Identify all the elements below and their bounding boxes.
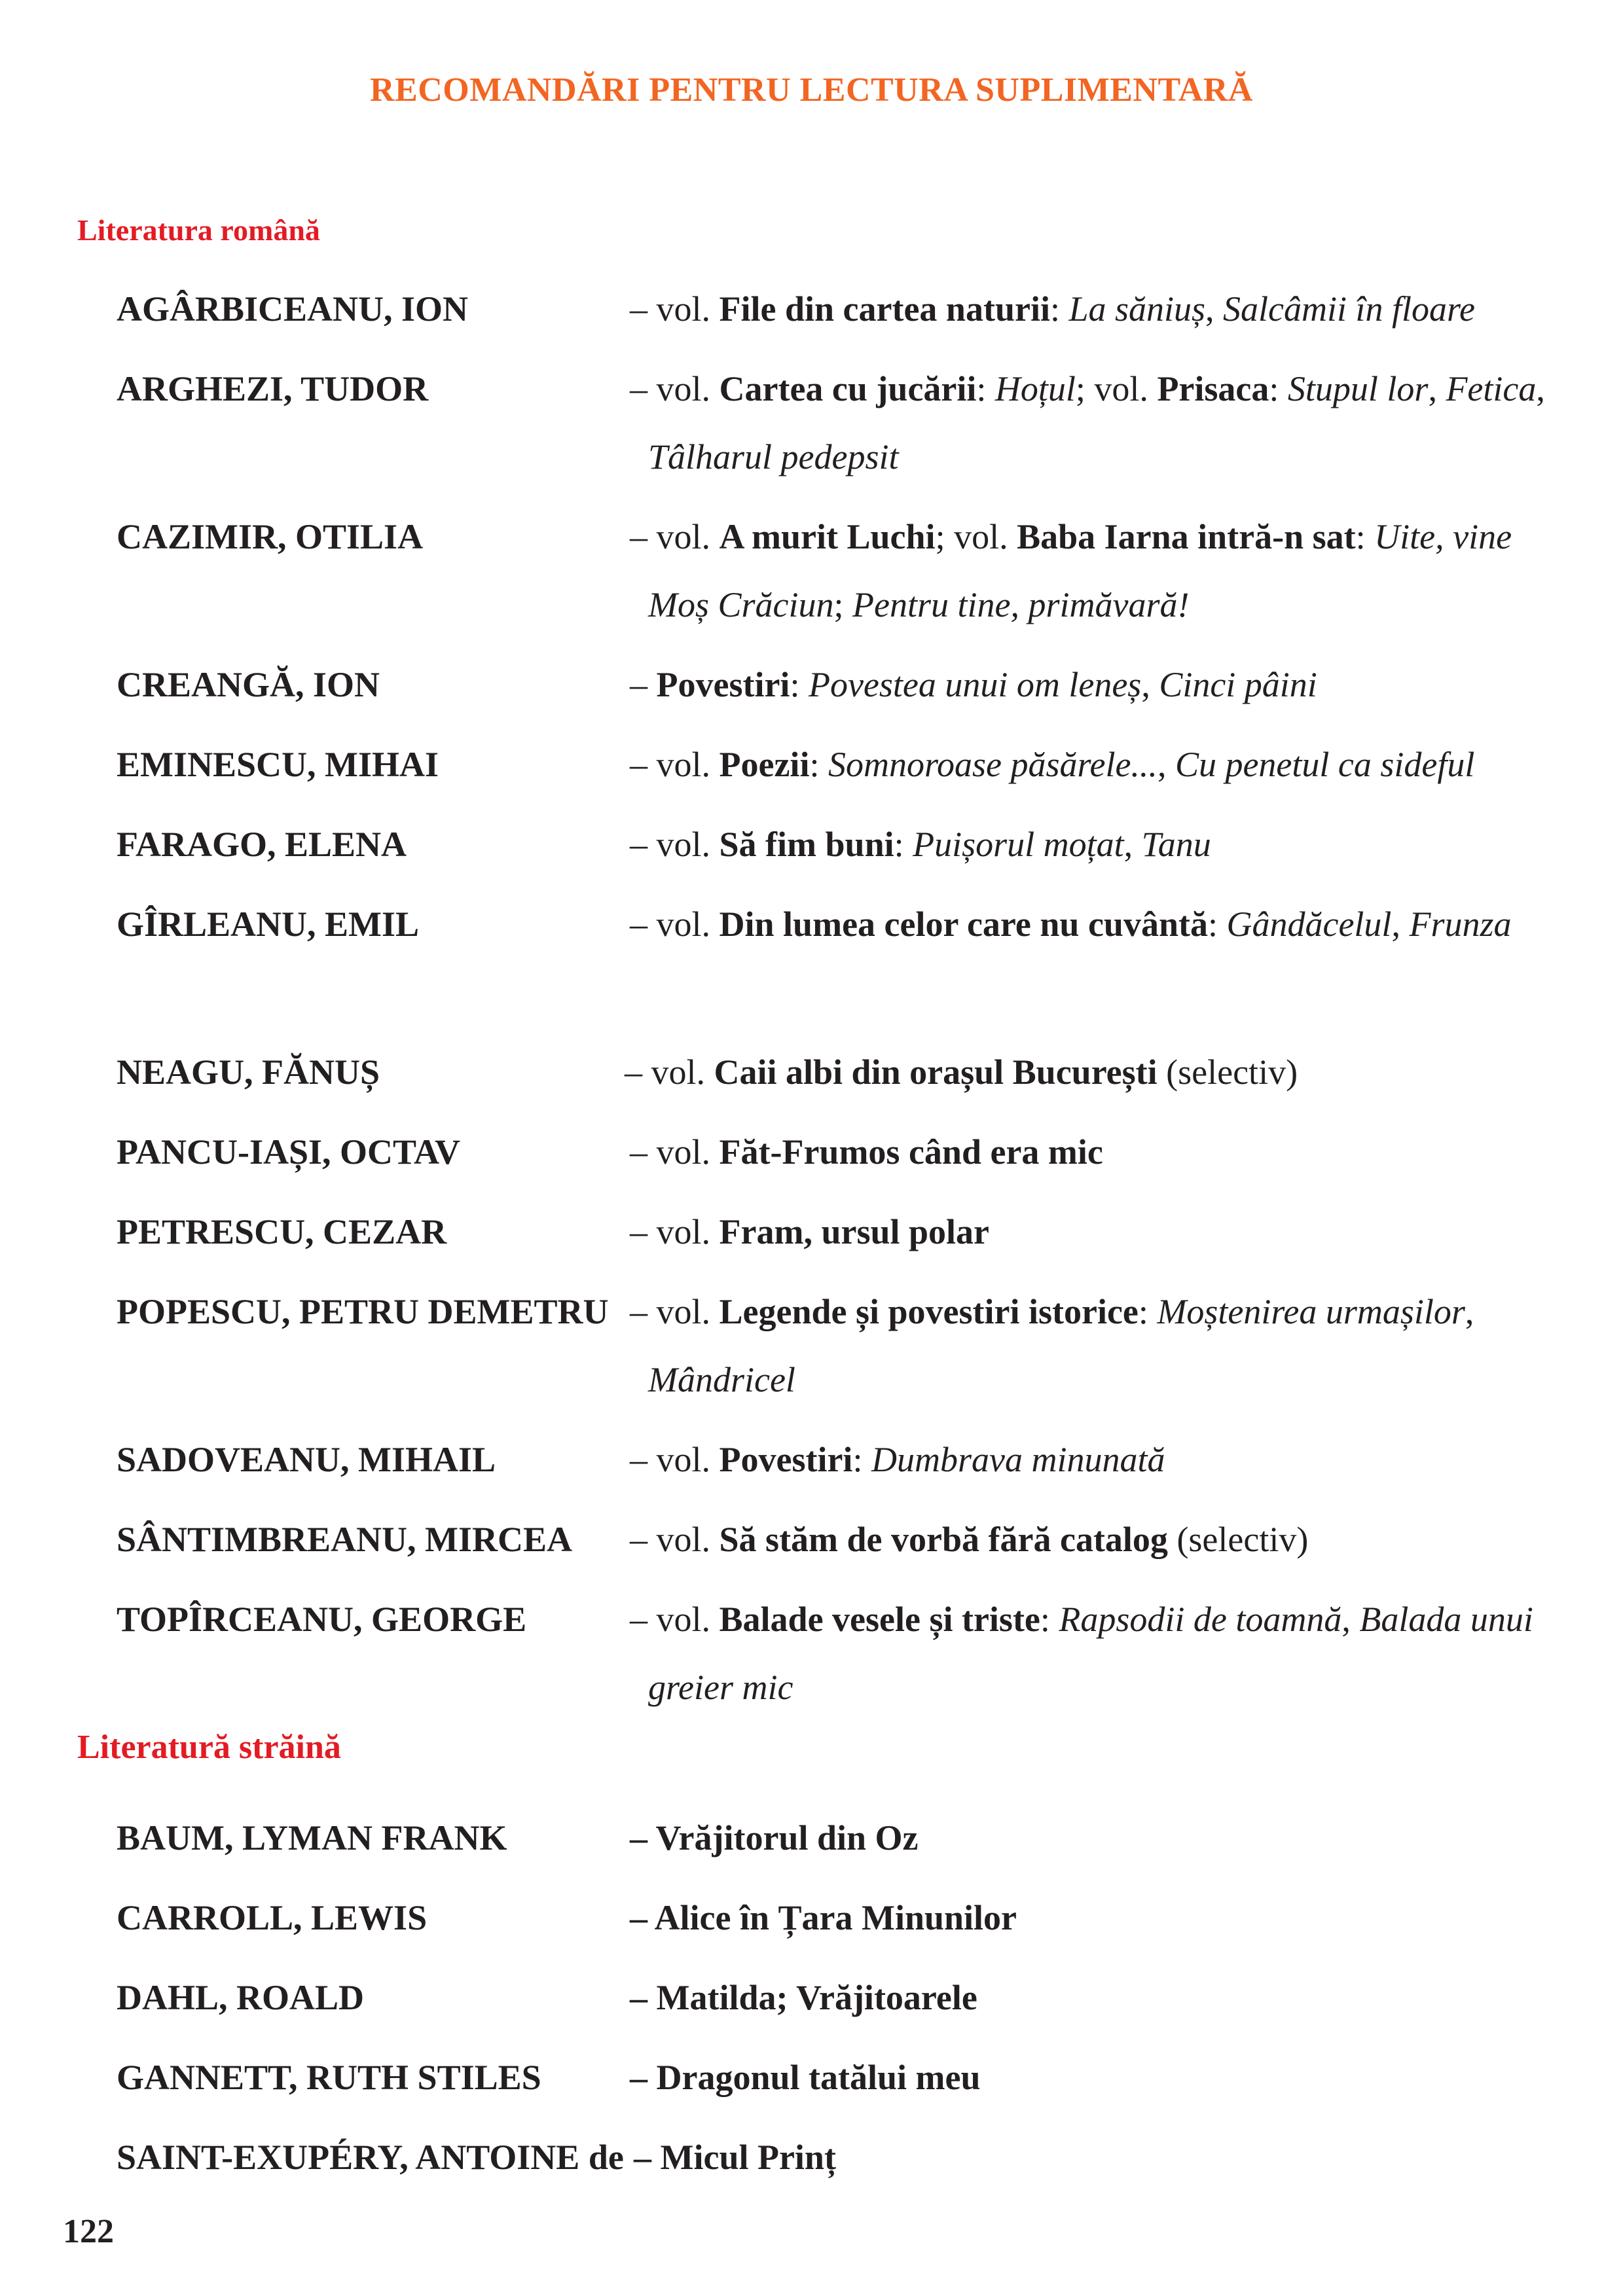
work-titles: – Alice în Țara Minunilor (630, 1898, 1017, 1937)
author-name: CREANGĂ, ION (117, 665, 380, 704)
author-name: SAINT-EXUPÉRY, ANTOINE de (117, 2138, 624, 2177)
author-name: CARROLL, LEWIS (117, 1898, 428, 1937)
author-name: AGÂRBICEANU, ION (117, 289, 469, 329)
author-name: EMINESCU, MIHAI (117, 745, 439, 784)
author-name: BAUM, LYMAN FRANK (117, 1818, 507, 1857)
section-title-romana: Literatura română (77, 213, 320, 247)
work-titles: – vol. Fram, ursul polar (630, 1212, 990, 1251)
work-titles: – vol. Poezii: Somnoroase păsărele..., Cu penetul ca sideful (630, 745, 1475, 784)
author-name: PETRESCU, CEZAR (117, 1212, 447, 1251)
author-name: NEAGU, FĂNUȘ (117, 1052, 380, 1092)
author-name: SÂNTIMBREANU, MIRCEA (117, 1520, 573, 1559)
work-titles: – vol. Caii albi din orașul București (selectiv) (625, 1052, 1298, 1092)
author-name: TOPÎRCEANU, GEORGE (117, 1600, 527, 1639)
author-name: GANNETT, RUTH STILES (117, 2058, 541, 2097)
work-titles: – Vrăjitorul din Oz (630, 1818, 919, 1857)
page-title: RECOMANDĂRI PENTRU LECTURA SUPLIMENTARĂ (370, 71, 1253, 109)
work-titles: – vol. Să fim buni: Puișorul moțat, Tanu (630, 825, 1211, 864)
work-titles: – vol. File din cartea naturii: La săniuș, Salcâmii în floare (630, 289, 1476, 329)
work-titles: – Dragonul tatălui meu (630, 2058, 981, 2097)
work-titles: – vol. Făt-Frumos când era mic (630, 1132, 1103, 1172)
author-name: SADOVEANU, MIHAIL (117, 1440, 496, 1479)
work-titles: – vol. Balade vesele și triste: Rapsodii de toamnă, Balada unui greier mic (630, 1600, 1533, 1707)
work-titles: – vol. Cartea cu jucării: Hoțul; vol. Prisaca: Stupul lor, Fetica, Tâlharul pedepsit (630, 369, 1545, 476)
author-name: POPESCU, PETRU DEMETRU (117, 1292, 609, 1331)
author-name: DAHL, ROALD (117, 1978, 365, 2017)
work-titles: – vol. A murit Luchi; vol. Baba Iarna intră-n sat: Uite, vine Moș Crăciun; Pentru tine, primăvară! (630, 517, 1512, 624)
author-name: CAZIMIR, OTILIA (117, 517, 424, 556)
section-title-straina: Literatură străină (77, 1729, 341, 1766)
work-titles: – Povestiri: Povestea unui om leneș, Cinci pâini (630, 665, 1317, 704)
work-titles: – vol. Din lumea celor care nu cuvântă: Gândăcelul, Frunza (630, 905, 1512, 944)
work-titles: – Matilda; Vrăjitoarele (630, 1978, 977, 2017)
author-name: ARGHEZI, TUDOR (117, 369, 429, 408)
author-name: FARAGO, ELENA (117, 825, 407, 864)
author-name: GÎRLEANU, EMIL (117, 905, 420, 944)
page-number: 122 (63, 2213, 114, 2250)
work-titles: – vol. Povestiri: Dumbrava minunată (630, 1440, 1165, 1479)
work-titles: – Micul Prinț (634, 2138, 836, 2177)
work-titles: – vol. Să stăm de vorbă fără catalog (selectiv) (630, 1520, 1309, 1559)
work-titles: – vol. Legende și povestiri istorice: Moștenirea urmașilor, Mândricel (630, 1292, 1474, 1399)
author-name: PANCU-IAȘI, OCTAV (117, 1132, 461, 1172)
